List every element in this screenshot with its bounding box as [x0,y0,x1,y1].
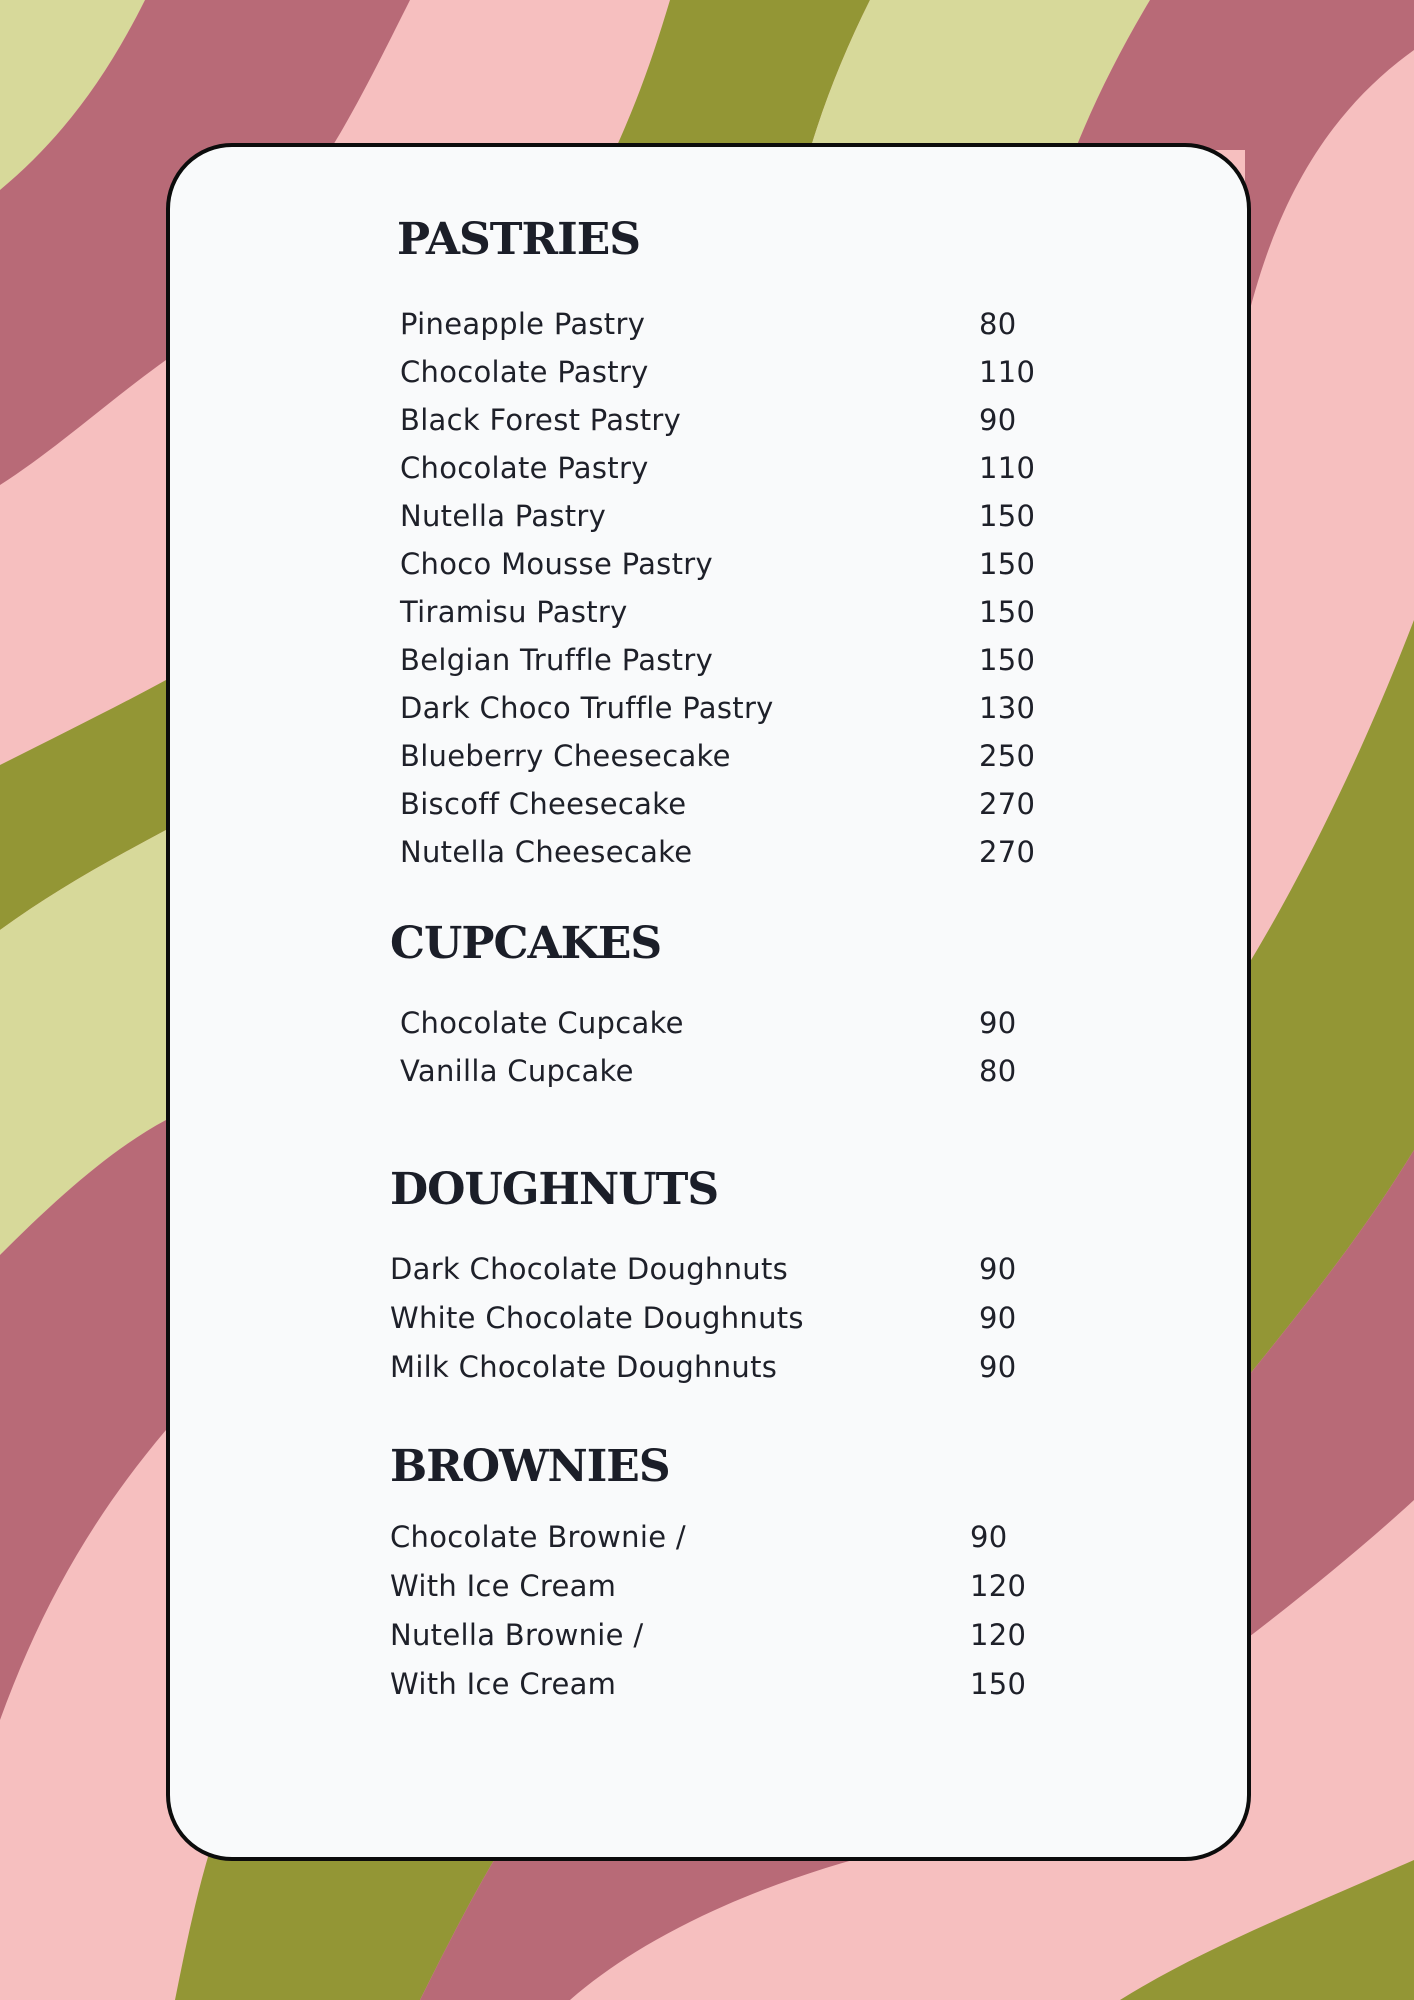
item-name: Vanilla Cupcake [400,1054,634,1088]
item-price: 90 [979,1252,1017,1286]
item-price: 90 [979,1350,1017,1384]
item-price: 130 [979,691,1036,725]
item-name: Pineapple Pastry [400,307,646,341]
section-title-pastries: PASTRIES [397,214,641,265]
item-name: With Ice Cream [390,1569,617,1603]
item-name: Choco Mousse Pastry [400,547,713,581]
item-price: 250 [979,739,1036,773]
item-price: 150 [979,595,1036,629]
item-name: Chocolate Pastry [400,451,649,485]
item-price: 270 [979,787,1036,821]
item-name: Chocolate Brownie / [390,1520,686,1554]
section-title-cupcakes: CUPCAKES [390,918,662,969]
item-price: 120 [970,1618,1027,1652]
item-price: 110 [979,451,1036,485]
item-price: 150 [970,1667,1027,1701]
item-name: Nutella Cheesecake [400,835,693,869]
item-name: Black Forest Pastry [400,403,682,437]
item-price: 90 [979,1301,1017,1335]
section-title-doughnuts: DOUGHNUTS [390,1164,719,1215]
item-name: Dark Chocolate Doughnuts [390,1252,789,1286]
item-name: White Chocolate Doughnuts [390,1301,804,1335]
section-title-brownies: BROWNIES [390,1441,670,1492]
item-name: Biscoff Cheesecake [400,787,687,821]
item-name: Nutella Pastry [400,499,607,533]
item-price: 90 [970,1520,1008,1554]
item-name: Nutella Brownie / [390,1618,644,1652]
item-price: 80 [979,307,1017,341]
item-name: With Ice Cream [390,1667,617,1701]
item-name: Blueberry Cheesecake [400,739,731,773]
item-name: Milk Chocolate Doughnuts [390,1350,778,1384]
item-price: 150 [979,547,1036,581]
item-name: Chocolate Cupcake [400,1006,684,1040]
item-price: 150 [979,643,1036,677]
item-name: Belgian Truffle Pastry [400,643,714,677]
item-name: Tiramisu Pastry [400,595,628,629]
item-price: 120 [970,1569,1027,1603]
menu-card [166,143,1251,1861]
item-price: 150 [979,499,1036,533]
item-name: Chocolate Pastry [400,355,649,389]
item-price: 110 [979,355,1036,389]
item-name: Dark Choco Truffle Pastry [400,691,774,725]
item-price: 80 [979,1054,1017,1088]
item-price: 90 [979,403,1017,437]
item-price: 90 [979,1006,1017,1040]
item-price: 270 [979,835,1036,869]
